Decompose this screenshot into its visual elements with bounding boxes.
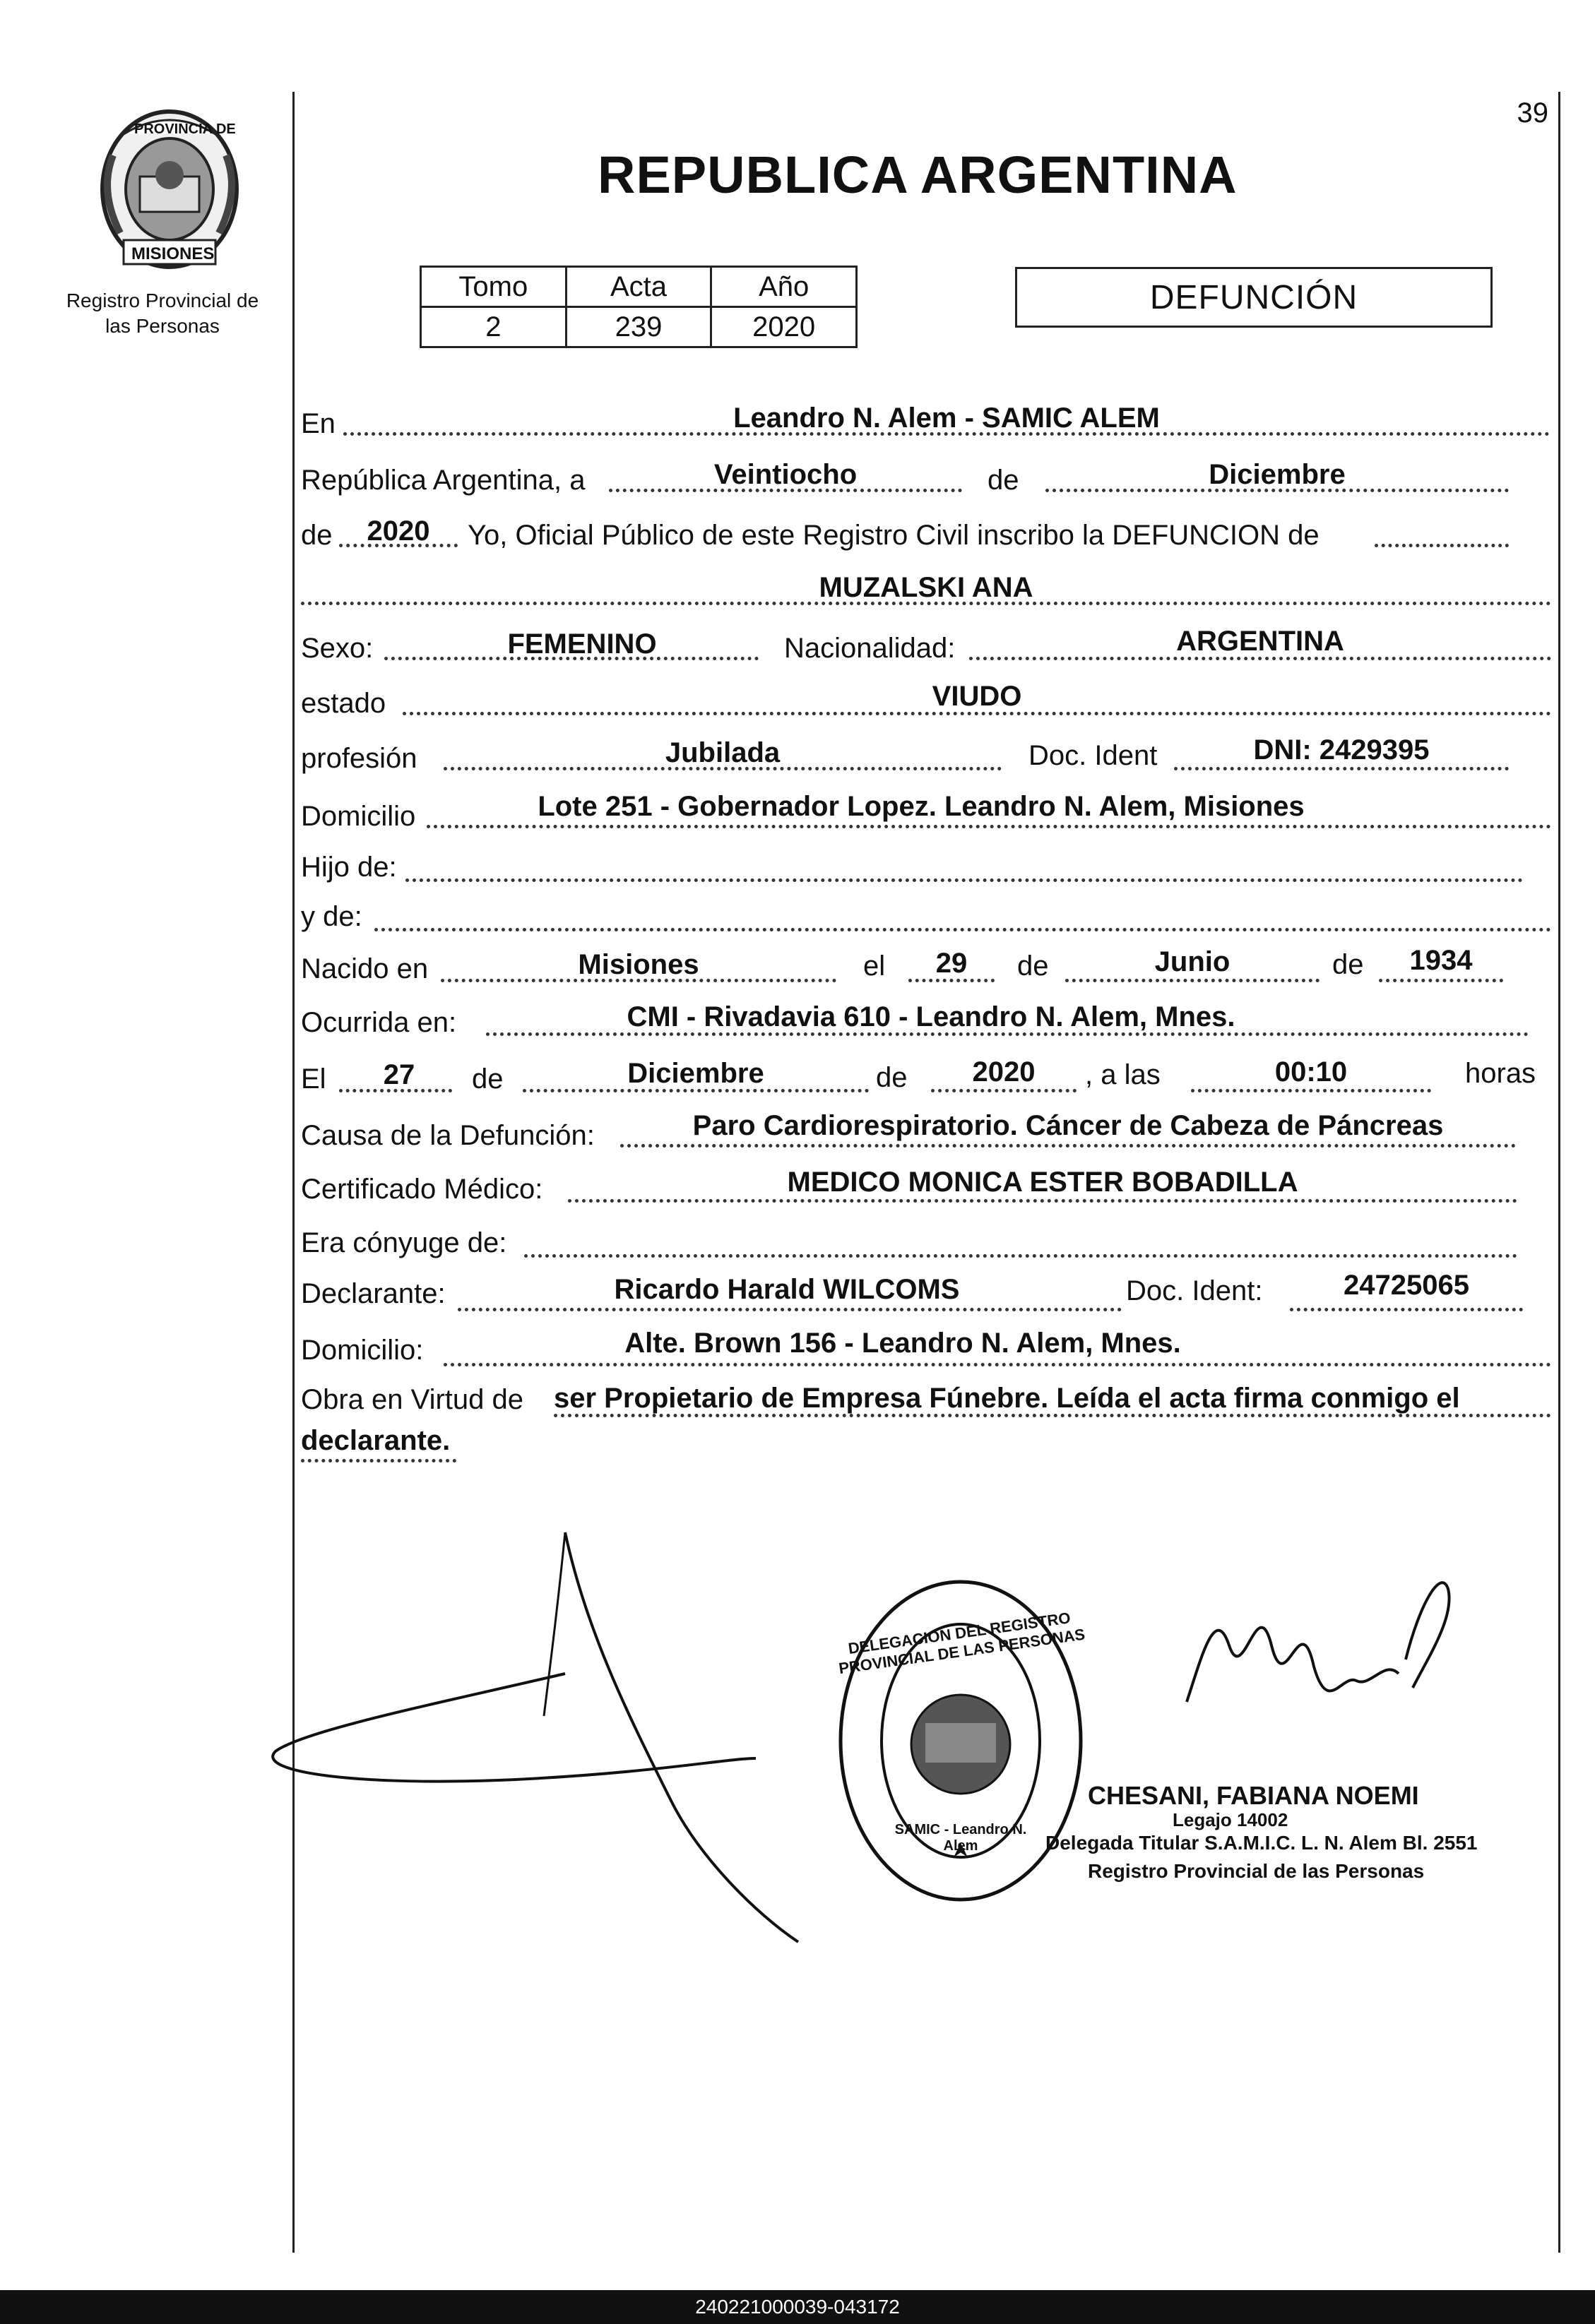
label-doc-ident-declarant: Doc. Ident:: [1126, 1275, 1263, 1306]
register-value-tomo: 2: [421, 307, 567, 347]
register-header-anio: Año: [711, 267, 857, 307]
field-birth-year: [1379, 979, 1503, 982]
label-conyuge: Era cónyuge de:: [301, 1227, 507, 1258]
field-spouse: [524, 1254, 1517, 1258]
register-header-tomo: Tomo: [421, 267, 567, 307]
official-name: CHESANI, FABIANA NOEMI: [1088, 1781, 1419, 1810]
value-deceased-name: MUZALSKI ANA: [819, 572, 1033, 603]
province-seal: [85, 106, 254, 275]
value-death-year: 2020: [972, 1056, 1036, 1087]
official-office: Registro Provincial de las Personas: [1088, 1860, 1425, 1882]
value-nationality: ARGENTINA: [1176, 626, 1344, 657]
label-inscribo: Yo, Oficial Público de este Registro Civil inscribo la DEFUNCION de: [468, 520, 1320, 551]
record-type-label: DEFUNCIÓN: [1149, 278, 1358, 316]
value-month: Diciembre: [1209, 459, 1346, 490]
field-birth-day: [908, 979, 995, 982]
label-de-year: de: [301, 520, 333, 551]
value-declarant-doc: 24725065: [1344, 1270, 1469, 1301]
seal-text-top: PROVINCIA DE: [134, 121, 236, 137]
label-y-de: y de:: [301, 901, 362, 932]
stamp-ring-text: DELEGACION DEL REGISTRO PROVINCIAL DE LAS PERSONAS: [837, 1609, 1086, 1678]
field-declarant-address: [444, 1363, 1551, 1366]
label-certificado: Certificado Médico:: [301, 1174, 543, 1205]
label-nacionalidad: Nacionalidad:: [784, 633, 956, 664]
field-mother: [374, 928, 1551, 931]
label-de-death: de: [472, 1063, 504, 1095]
record-type-box: [1015, 267, 1493, 328]
label-obra: Obra en Virtud de: [301, 1384, 524, 1415]
stamp-inner-text: SAMIC - Leandro N. Alem: [894, 1822, 1027, 1854]
field-declarant-doc: [1290, 1308, 1523, 1311]
register-header-acta: Acta: [566, 267, 711, 307]
value-civil-status: VIUDO: [932, 681, 1022, 712]
label-republica: República Argentina, a: [301, 465, 586, 496]
label-domicilio: Domicilio: [301, 801, 416, 832]
field-birth-month: [1065, 979, 1320, 982]
value-death-day: 27: [383, 1059, 415, 1090]
right-margin-rule: [1558, 92, 1560, 2253]
field-document: [1174, 767, 1509, 770]
field-inscribo-tail: [1375, 544, 1509, 547]
declarant-signature: [261, 1518, 826, 1956]
registry-name: Registro Provincial de las Personas: [66, 290, 259, 338]
value-cause: Paro Cardiorespiratorio. Cáncer de Cabeza de Páncreas: [692, 1110, 1444, 1141]
field-death-month: [523, 1089, 869, 1092]
label-a-las: , a las: [1085, 1059, 1161, 1090]
field-nationality: [969, 657, 1551, 660]
footer-code: 240221000039-043172: [695, 2296, 900, 2318]
label-de-birth-year: de: [1332, 949, 1364, 980]
label-el-death: El: [301, 1063, 326, 1095]
value-death-month: Diciembre: [627, 1058, 764, 1089]
label-estado: estado: [301, 688, 386, 719]
value-day-words: Veintiocho: [713, 459, 858, 490]
field-doctor: [568, 1199, 1517, 1203]
label-sexo: Sexo:: [301, 633, 374, 664]
label-doc-ident: Doc. Ident: [1028, 740, 1158, 771]
label-de: de: [988, 465, 1019, 496]
register-value-anio: 2020: [711, 307, 857, 347]
footer-bar: [0, 2290, 1595, 2324]
value-sex: FEMENINO: [507, 628, 657, 660]
label-de-birth: de: [1017, 951, 1049, 982]
official-title: Delegada Titular S.A.M.I.C. L. N. Alem Bl. 2551: [1045, 1832, 1478, 1854]
label-en: En: [301, 408, 336, 439]
value-reason-line-2: declarante.: [301, 1425, 451, 1456]
label-ocurrida-en: Ocurrida en:: [301, 1007, 457, 1038]
value-death-place: CMI - Rivadavia 610 - Leandro N. Alem, Mnes.: [627, 1001, 1235, 1032]
value-doctor: MEDICO MONICA ESTER BOBADILLA: [787, 1167, 1298, 1198]
field-death-year: [931, 1089, 1077, 1092]
field-reason-2: [301, 1459, 456, 1462]
label-horas: horas: [1465, 1058, 1536, 1089]
label-declarante: Declarante:: [301, 1278, 446, 1309]
register-value-acta: 239: [566, 307, 711, 347]
value-birth-month: Junio: [1154, 946, 1231, 977]
label-de-death-year: de: [876, 1062, 908, 1093]
value-profession: Jubilada: [665, 737, 781, 768]
value-document: DNI: 2429395: [1253, 734, 1430, 765]
field-address: [427, 825, 1551, 828]
field-death-time: [1191, 1089, 1431, 1092]
value-reason-line-1: ser Propietario de Empresa Fúnebre. Leída el acta firma conmigo el: [554, 1383, 1460, 1414]
value-birth-year: 1934: [1409, 945, 1473, 976]
page-title: REPUBLICA ARGENTINA: [598, 145, 1238, 204]
label-profesion: profesión: [301, 743, 417, 774]
page-number: 39: [1517, 97, 1548, 129]
value-place: Leandro N. Alem - SAMIC ALEM: [733, 403, 1160, 434]
field-cause: [620, 1144, 1516, 1148]
value-declarant-address: Alte. Brown 156 - Leandro N. Alem, Mnes.: [624, 1328, 1181, 1359]
value-birth-day: 29: [935, 948, 968, 979]
register-header-row: [421, 267, 857, 307]
register-value-row: [421, 307, 857, 347]
field-death-place: [486, 1032, 1529, 1036]
label-hijo-de: Hijo de:: [301, 852, 397, 883]
field-civil-status: [403, 712, 1551, 715]
label-el: el: [863, 951, 886, 982]
official-legajo: Legajo 14002: [1173, 1809, 1288, 1830]
field-declarant: [458, 1308, 1122, 1311]
value-birth-place: Misiones: [578, 949, 699, 980]
value-address: Lote 251 - Gobernador Lopez. Leandro N. Alem, Misiones: [538, 791, 1305, 822]
value-year: 2020: [367, 516, 430, 547]
field-father: [405, 878, 1523, 882]
label-causa: Causa de la Defunción:: [301, 1120, 595, 1151]
value-declarant: Ricardo Harald WILCOMS: [614, 1274, 960, 1305]
label-nacido-en: Nacido en: [301, 953, 429, 984]
register-table: [420, 266, 858, 348]
official-signature: [1173, 1561, 1476, 1772]
seal-text-bottom: MISIONES: [131, 244, 215, 263]
value-death-time: 00:10: [1274, 1056, 1348, 1087]
label-domicilio-declarant: Domicilio:: [301, 1335, 424, 1366]
